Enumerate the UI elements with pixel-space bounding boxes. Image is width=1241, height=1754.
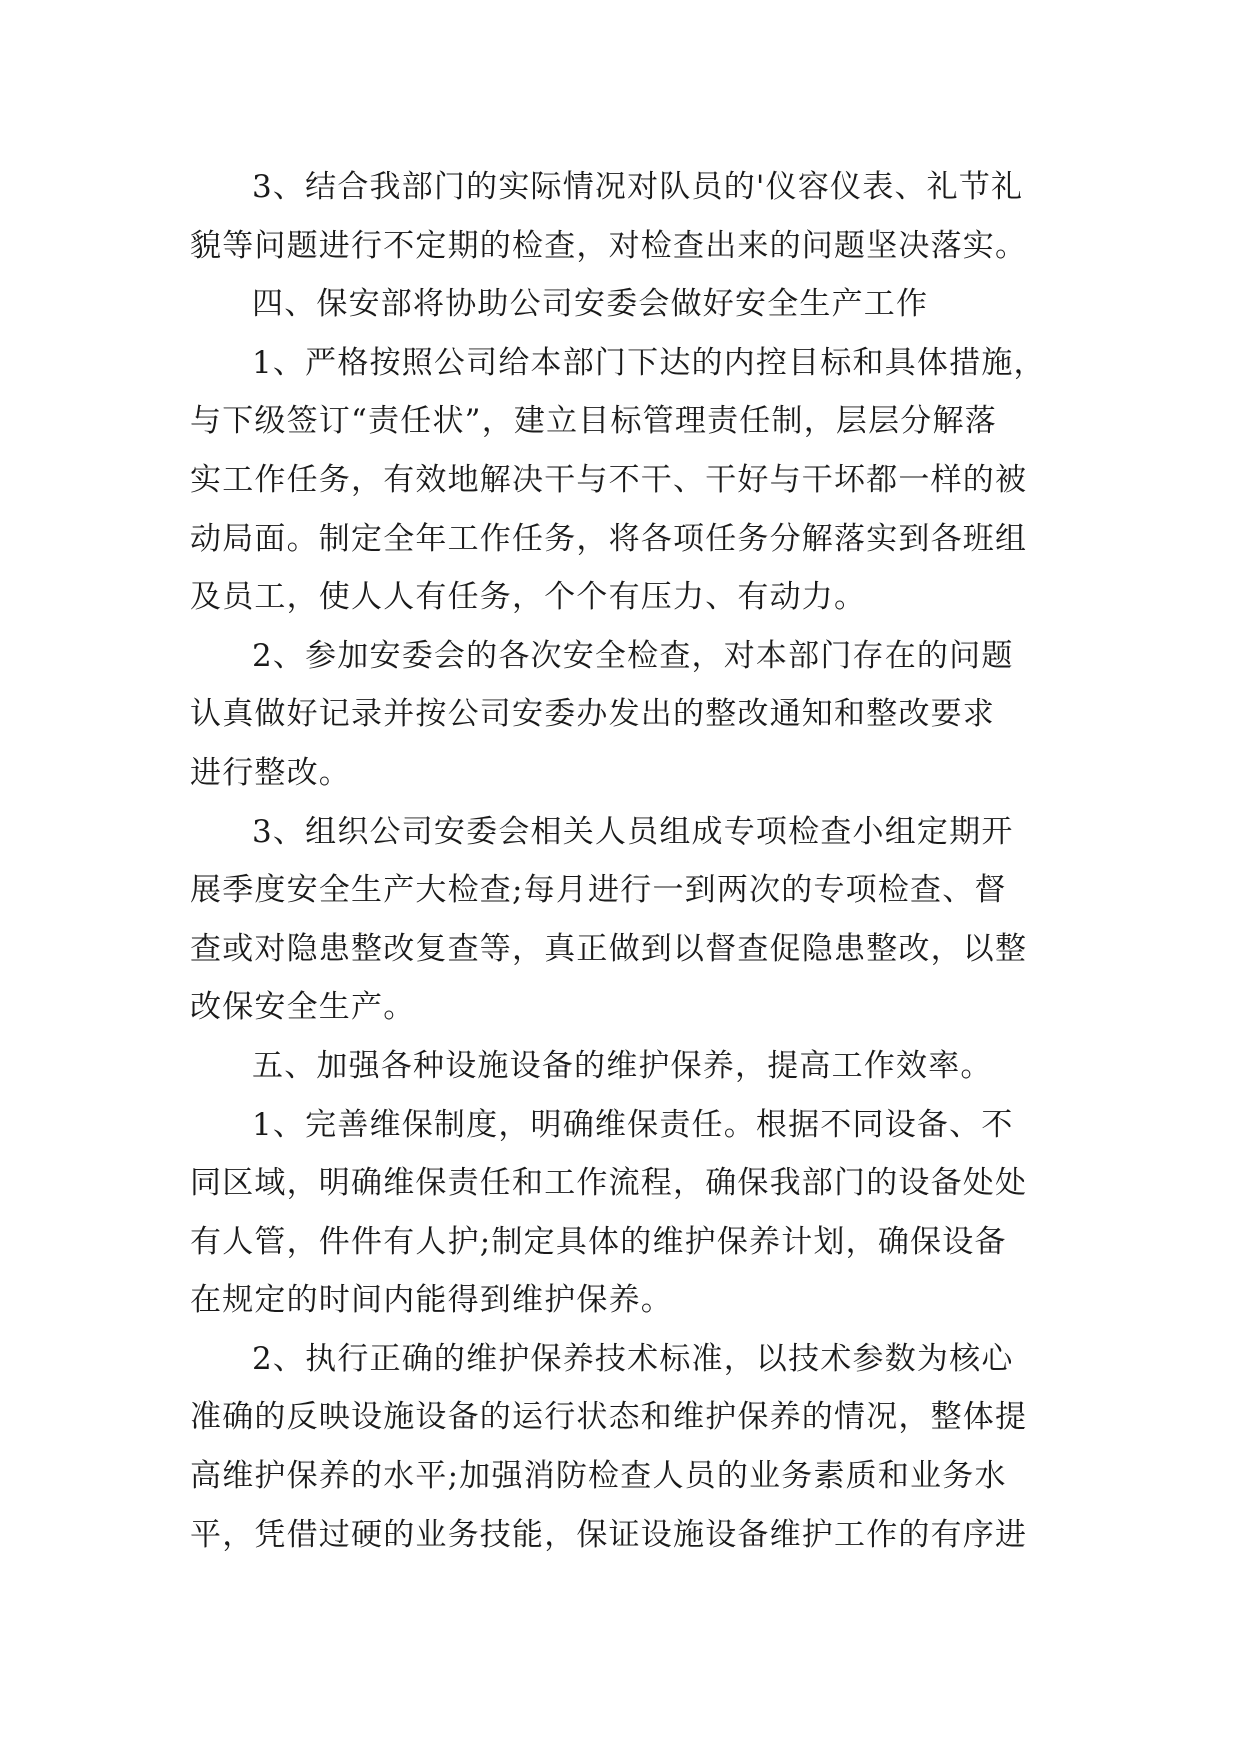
- text-line: 与下级签订“责任状”，建立目标管理责任制，层层分解落: [190, 403, 997, 440]
- section-heading: [190, 275, 1050, 334]
- text-line: 1、完善维保制度，明确维保责任。根据不同设备、不: [252, 1106, 1014, 1143]
- text-line: 3、组织公司安委会相关人员组成专项检查小组定期开: [252, 813, 1014, 850]
- text-line: 进行整改。: [190, 754, 351, 791]
- text-line: 准确的反映设施设备的运行状态和维护保养的情况，整体提: [190, 1399, 1028, 1436]
- text-line: 认真做好记录并按公司安委办发出的整改通知和整改要求: [190, 696, 995, 733]
- text-line: 展季度安全生产大检查;每月进行一到两次的专项检查、督: [190, 872, 1007, 909]
- paragraph: [190, 627, 1050, 803]
- text-line: 改保安全生产。: [190, 989, 416, 1026]
- paragraph: [190, 803, 1050, 1037]
- text-line: 2、执行正确的维护保养技术标准，以技术参数为核心: [252, 1340, 1014, 1377]
- text-line: 查或对隐患整改复查等，真正做到以督查促隐患整改，以整: [190, 930, 1028, 967]
- text-line: 在规定的时间内能得到维护保养。: [190, 1282, 673, 1319]
- text-line: 及员工，使人人有任务，个个有压力、有动力。: [190, 579, 867, 616]
- text-line: 2、参加安委会的各次安全检查，对本部门存在的问题: [252, 637, 1014, 674]
- text-line: 四、保安部将协助公司安委会做好安全生产工作: [252, 286, 929, 323]
- paragraph: [190, 1330, 1050, 1564]
- paragraph: [190, 1096, 1050, 1330]
- text-line: 高维护保养的水平;加强消防检查人员的业务素质和业务水: [190, 1458, 1007, 1495]
- text-line: 五、加强各种设施设备的维护保养，提高工作效率。: [252, 1047, 993, 1084]
- text-line: 有人管，件件有人护;制定具体的维护保养计划，确保设备: [190, 1223, 1007, 1260]
- text-line: 实工作任务，有效地解决干与不干、干好与干坏都一样的被: [190, 461, 1028, 498]
- text-line: 同区域，明确维保责任和工作流程，确保我部门的设备处处: [190, 1165, 1028, 1202]
- text-line: 平，凭借过硬的业务技能，保证设施设备维护工作的有序进: [190, 1516, 1028, 1553]
- text-line: 动局面。制定全年工作任务，将各项任务分解落实到各班组: [190, 520, 1028, 557]
- text-line: 3、结合我部门的实际情况对队员的'仪容仪表、礼节礼: [252, 169, 1024, 205]
- paragraph: [190, 158, 1050, 275]
- text-line: 1、严格按照公司给本部门下达的内控目标和具体措施，: [252, 344, 1046, 381]
- paragraph: [190, 334, 1050, 627]
- document-body: [190, 158, 1050, 1564]
- section-heading: [190, 1037, 1050, 1096]
- text-line: 貌等问题进行不定期的检查，对检查出来的问题坚决落实。: [190, 227, 1028, 264]
